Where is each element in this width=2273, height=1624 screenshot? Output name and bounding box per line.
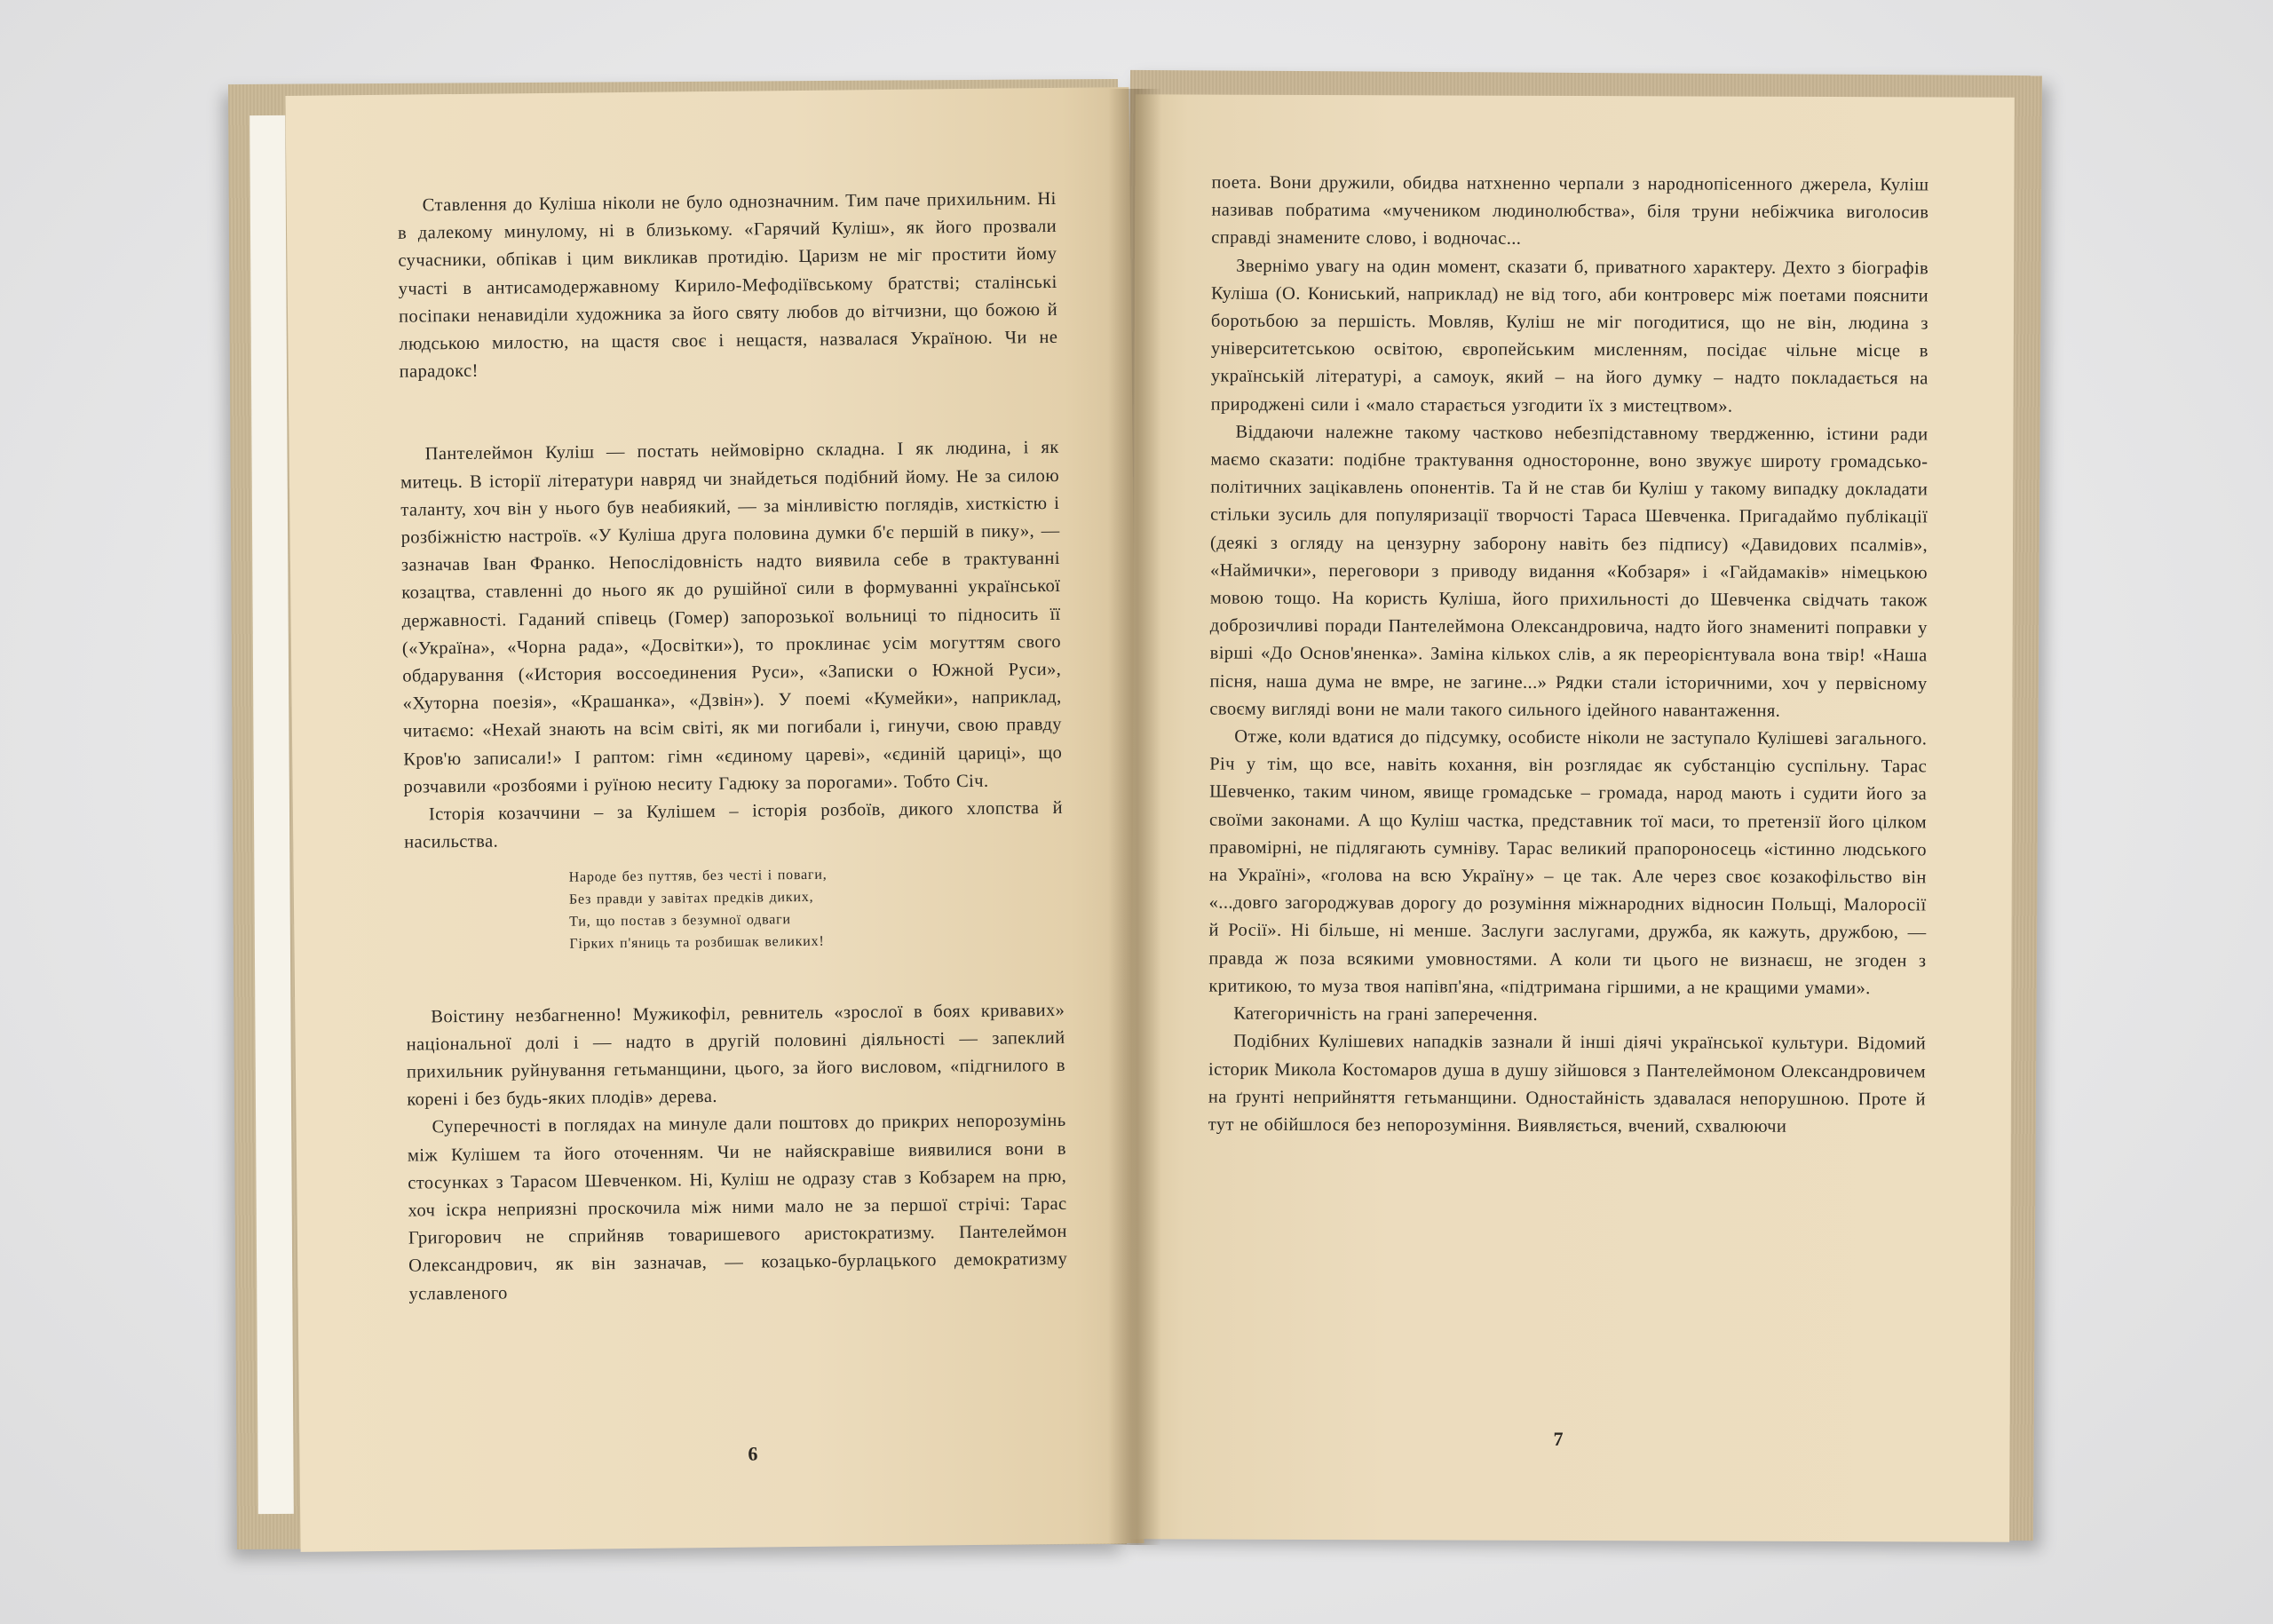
- page-left-text: [398, 186, 1068, 1309]
- poem-line: Гірких п'яниць та розбишак великих!: [569, 933, 825, 952]
- poem-quote: [569, 862, 1065, 955]
- book-page-right: [1130, 94, 2015, 1541]
- paragraph: поета. Вони дружили, обидва натхненно черпали з народнопісенного джерела, Куліш називав побратима «мучеником людинолюбства», біля труни небіжчика виголосив справді знамените слово, і водночас...: [1211, 172, 1929, 250]
- paragraph: Подібних Кулішевих нападків зазнали й інші діячі української культури. Відомий історик Микола Костомаров душа в душу зійшовся з Пантелеймоном Олександровичем на ґрунті неприйняття гетьманщини. Одностайність здавалася непорушною. Проте й тут не обійшлося без непорозуміння. Виявляється, вчений, схвалюючи: [1208, 1031, 1927, 1137]
- paragraph: Історія козаччини – за Кулішем – історія розбоїв, дикого хлопства й насильства.: [404, 797, 1064, 852]
- page-number: 7: [1553, 1427, 1564, 1450]
- paragraph: Отже, коли вдатися до підсумку, особисте ніколи не заступало Кулішеві загального. Річ у тім, що все, навіть кохання, він розглядає як субстанцію суспільну. Тарас Шевченко, таким чином, явище громадське – громада, народ мають і судити його за своїми законами. А що Куліш частка, представник тої маси, то претензії його цілком правомірні, не підлягають сумніву. Тарас великий прапороносець «істинно людського на Україні», «голова на всю Україну» – це так. Але через своє козакофільство він «...довго загороджував дорогу до розуміння міжнародних відносин Польщі, Малоросії й Росії». Ні більше, ні менше. Заслуги заслугами, дружба, як кажуть, дружбою, — правда ж поза всякими умовностями. А коли ти цього не визнаєш, не згоден з критикою, то муза твоя напівп'яна, «підтримана гіршими, а не кращими умами».: [1208, 726, 1928, 999]
- paragraph: Категоричність на грані заперечення.: [1233, 1003, 1539, 1025]
- poem-line: Без правди у завітах предків диких,: [568, 890, 814, 907]
- paragraph: Віддаючи належне такому частково небезпідставному твердженню, істини ради маємо сказати: подібне трактування односторонне, воно звужує широту громадсько-політичних зацікавлень опонентів. Та й не став би Куліш у такому випадку докладати стільки зусиль для популяризації творчості Тараса Шевченка. Пригадаймо публікації (деякі з огляду на цензурну заборону навіть без підпису) «Давидових псалмів», «Наймички», переговори з приводу видання «Кобзаря» і «Гайдамаків» німецькою мовою тощо. На користь Куліша, його прихильності до Шевченка свідчать також доброзичливі поради Пантелеймона Олександровича, надто його знамениті поправки у вірші «До Основ'яненка». Заміна кількох слів, а як переорієнтувала вона твір! «Наша пісня, наша дума не вмре, не загине...» Рядки стали історичними, хоч у первісному своєму вигляді вони не мали такого сильного ідейного навантаження.: [1209, 422, 1928, 721]
- book-gutter: [1108, 89, 1161, 1545]
- book-page-left: [285, 87, 1144, 1552]
- section-break: [400, 379, 1059, 441]
- paragraph: Воістину незбагненно! Мужикофіл, ревнитель «зрослої в боях кривавих» національної долі і — надто в другій половині діяльності — запеклий прихильник руйнування гетьманщини, цього, за його висловом, «підгнилого в корені і без будь-яких плодів» дерева.: [406, 1000, 1066, 1110]
- poem-line: Ти, що постав з безумної одваги: [569, 912, 791, 930]
- page-number: 6: [748, 1442, 758, 1465]
- paragraph: Пантелеймон Куліш — постать неймовірно складна. І як людина, і як митець. В історії літератури навряд чи знайдеться подібний йому. Не за силою таланту, хоч він у нього був неабиякий, — за мінливістю поглядів, хисткістю і розбіжністю настроїв. «У Куліша друга половина думки б'є першій в пику», — зазначав Іван Франко. Непослідовність надто виявила себе в трактуванні козацтва, ставленні до нього як до рушійної сили в формуванні української державності. Гаданий співець (Гомер) запорозької вольниці то підносить її («Україна», «Чорна рада», «Досвітки»), то проклинає усім могуттям свого обдарування («История воссоединения Руси», «Записки о Южной Руси», «Хуторна поезія», «Крашанка», «Дзвін»). У поемі «Кумейки», наприклад, читаємо: «Нехай знають на всім світі, як ми погибали і, гинучи, свою правду Кров'ю записали!» І раптом: гімн «єдиному цареві», «єдиній цариці», що розчавили «розбоями і руїною неситу Гадюку за порогами». Тобто Січ.: [400, 438, 1063, 797]
- paragraph: Звернімо увагу на один момент, сказати б, приватного характеру. Дехто з біографів Куліша (О. Кониський, наприклад) не від того, аби контроверс між поетами пояснити боротьбою за першість. Мовляв, Куліш не міг погодитися, що не він, людина з університетською освітою, європейським мисленням, посідає чільне місце в українській літературі, а самоук, який – на його думку – надто покладається на природжені сили і «мало старається узгодити їх з мистецтвом».: [1210, 256, 1929, 416]
- paragraph: Ставлення до Куліша ніколи не було однозначним. Тим паче прихильним. Ні в далекому минулому, ні в близькому. «Гарячий Куліш», як його прозвали сучасники, обпікав і цим викликав протидію. Царизм не міг простити йому участі в антисамодержавному Кирило-Мефодіївському братстві; сталінські посіпаки ненавиділи художника за його святу любов до вітчизни, що божою й людською милостю, на щастя своє і нещастя, назвалася Україною. Чи не парадокс!: [397, 188, 1058, 382]
- page-right-text: [1208, 170, 1929, 1142]
- paragraph: Суперечності в поглядах на минуле дали поштовх до прикрих непорозумінь між Кулішем та його оточенням. Чи не найяскравіше виявилися вони в стосунках з Тарасом Шевченком. Ні, Куліш не одразу став з Кобзарем на прю, хоч іскра неприязні проскочила між ними мало не за першої стрічі: Тарас Григорович не сприйняв товаришевого аристократизму. Пантелеймон Олександрович, як він зазначав, — козацько-бурлацького демократизму уславленого: [407, 1111, 1068, 1304]
- poem-line: Народе без путтяв, без честі і поваги,: [568, 867, 828, 886]
